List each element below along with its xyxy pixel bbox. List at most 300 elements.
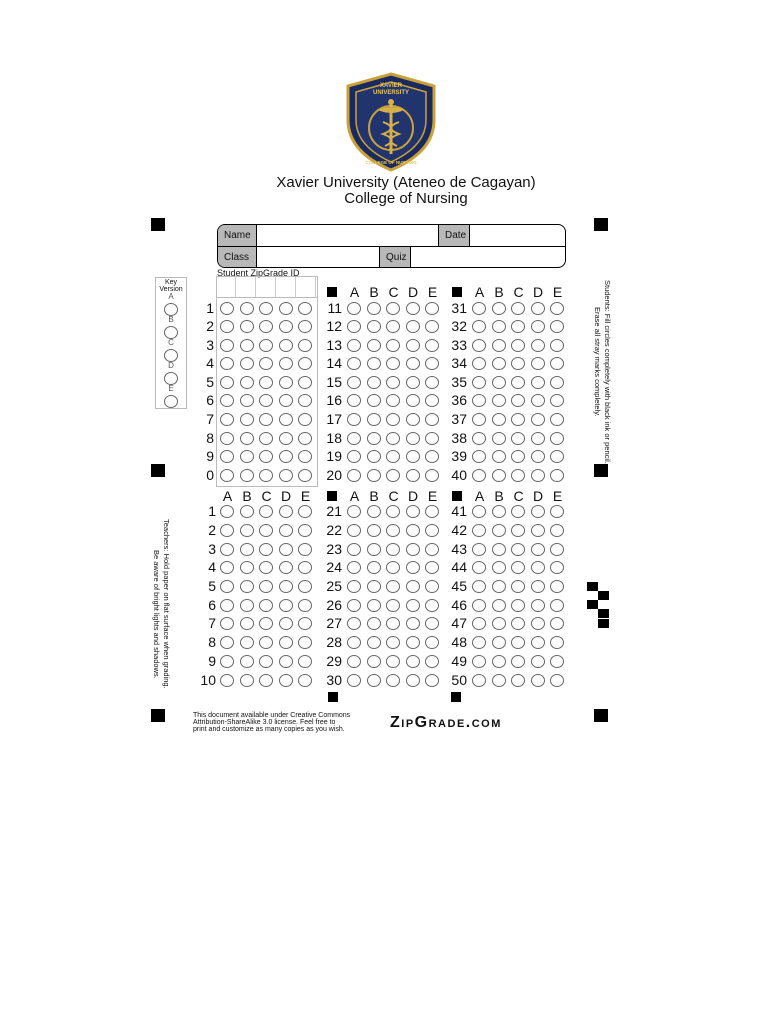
answer-bubble[interactable]: [531, 376, 545, 389]
answer-bubble[interactable]: [279, 599, 293, 612]
answer-bubble[interactable]: [511, 376, 525, 389]
answer-bubble[interactable]: [550, 599, 564, 612]
answer-bubble[interactable]: [472, 339, 486, 352]
answer-bubble[interactable]: [550, 394, 564, 407]
answer-bubble[interactable]: [531, 561, 545, 574]
answer-bubble[interactable]: [367, 617, 381, 630]
student-id-bubble[interactable]: [220, 432, 234, 445]
answer-bubble[interactable]: [531, 302, 545, 315]
answer-bubble[interactable]: [492, 617, 506, 630]
answer-bubble[interactable]: [279, 524, 293, 537]
answer-bubble[interactable]: [511, 357, 525, 370]
answer-bubble[interactable]: [298, 543, 312, 556]
answer-bubble[interactable]: [425, 357, 439, 370]
answer-bubble[interactable]: [531, 524, 545, 537]
answer-bubble[interactable]: [406, 469, 420, 482]
answer-bubble[interactable]: [298, 636, 312, 649]
answer-bubble[interactable]: [279, 505, 293, 518]
answer-bubble[interactable]: [492, 524, 506, 537]
answer-bubble[interactable]: [406, 339, 420, 352]
answer-bubble[interactable]: [347, 450, 361, 463]
answer-bubble[interactable]: [425, 580, 439, 593]
student-id-bubble[interactable]: [279, 302, 293, 315]
answer-bubble[interactable]: [386, 432, 400, 445]
student-id-bubble[interactable]: [259, 357, 273, 370]
answer-bubble[interactable]: [240, 599, 254, 612]
student-id-bubble[interactable]: [279, 376, 293, 389]
answer-bubble[interactable]: [240, 505, 254, 518]
student-id-bubble[interactable]: [220, 450, 234, 463]
answer-bubble[interactable]: [550, 450, 564, 463]
answer-bubble[interactable]: [220, 617, 234, 630]
answer-bubble[interactable]: [472, 617, 486, 630]
answer-bubble[interactable]: [425, 599, 439, 612]
answer-bubble[interactable]: [220, 599, 234, 612]
answer-bubble[interactable]: [531, 339, 545, 352]
answer-bubble[interactable]: [347, 339, 361, 352]
answer-bubble[interactable]: [347, 320, 361, 333]
answer-bubble[interactable]: [347, 376, 361, 389]
student-id-write-cell[interactable]: [257, 277, 276, 297]
answer-bubble[interactable]: [347, 302, 361, 315]
answer-bubble[interactable]: [550, 357, 564, 370]
answer-bubble[interactable]: [279, 636, 293, 649]
answer-bubble[interactable]: [550, 469, 564, 482]
answer-bubble[interactable]: [550, 505, 564, 518]
answer-bubble[interactable]: [550, 561, 564, 574]
class-field[interactable]: [257, 247, 380, 268]
answer-bubble[interactable]: [220, 543, 234, 556]
student-id-write-cell[interactable]: [277, 277, 296, 297]
answer-bubble[interactable]: [492, 320, 506, 333]
answer-bubble[interactable]: [259, 524, 273, 537]
answer-bubble[interactable]: [298, 561, 312, 574]
student-id-bubble[interactable]: [298, 376, 312, 389]
answer-bubble[interactable]: [386, 599, 400, 612]
answer-bubble[interactable]: [511, 580, 525, 593]
answer-bubble[interactable]: [492, 636, 506, 649]
answer-bubble[interactable]: [492, 450, 506, 463]
answer-bubble[interactable]: [425, 543, 439, 556]
answer-bubble[interactable]: [425, 320, 439, 333]
answer-bubble[interactable]: [347, 524, 361, 537]
answer-bubble[interactable]: [347, 543, 361, 556]
answer-bubble[interactable]: [550, 432, 564, 445]
date-field[interactable]: [470, 225, 565, 246]
answer-bubble[interactable]: [511, 302, 525, 315]
student-id-bubble[interactable]: [220, 339, 234, 352]
student-id-bubble[interactable]: [298, 339, 312, 352]
answer-bubble[interactable]: [259, 636, 273, 649]
answer-bubble[interactable]: [347, 655, 361, 668]
answer-bubble[interactable]: [425, 302, 439, 315]
answer-bubble[interactable]: [550, 320, 564, 333]
answer-bubble[interactable]: [406, 543, 420, 556]
answer-bubble[interactable]: [298, 655, 312, 668]
answer-bubble[interactable]: [531, 617, 545, 630]
answer-bubble[interactable]: [472, 376, 486, 389]
student-id-bubble[interactable]: [240, 339, 254, 352]
answer-bubble[interactable]: [298, 599, 312, 612]
answer-bubble[interactable]: [259, 580, 273, 593]
answer-bubble[interactable]: [511, 599, 525, 612]
answer-bubble[interactable]: [550, 543, 564, 556]
answer-bubble[interactable]: [220, 505, 234, 518]
answer-bubble[interactable]: [531, 450, 545, 463]
student-id-bubble[interactable]: [259, 302, 273, 315]
answer-bubble[interactable]: [406, 394, 420, 407]
answer-bubble[interactable]: [386, 394, 400, 407]
answer-bubble[interactable]: [406, 432, 420, 445]
answer-bubble[interactable]: [531, 674, 545, 687]
student-id-bubble[interactable]: [279, 469, 293, 482]
answer-bubble[interactable]: [550, 674, 564, 687]
answer-bubble[interactable]: [347, 469, 361, 482]
answer-bubble[interactable]: [425, 394, 439, 407]
answer-bubble[interactable]: [240, 561, 254, 574]
answer-bubble[interactable]: [347, 636, 361, 649]
answer-bubble[interactable]: [511, 320, 525, 333]
answer-bubble[interactable]: [492, 376, 506, 389]
student-id-bubble[interactable]: [259, 450, 273, 463]
answer-bubble[interactable]: [425, 561, 439, 574]
answer-bubble[interactable]: [347, 394, 361, 407]
answer-bubble[interactable]: [492, 674, 506, 687]
answer-bubble[interactable]: [492, 357, 506, 370]
answer-bubble[interactable]: [279, 561, 293, 574]
answer-bubble[interactable]: [386, 320, 400, 333]
answer-bubble[interactable]: [511, 413, 525, 426]
answer-bubble[interactable]: [492, 394, 506, 407]
answer-bubble[interactable]: [386, 524, 400, 537]
answer-bubble[interactable]: [472, 357, 486, 370]
answer-bubble[interactable]: [531, 320, 545, 333]
answer-bubble[interactable]: [472, 599, 486, 612]
answer-bubble[interactable]: [367, 357, 381, 370]
answer-bubble[interactable]: [511, 339, 525, 352]
answer-bubble[interactable]: [259, 543, 273, 556]
answer-bubble[interactable]: [406, 617, 420, 630]
student-id-bubble[interactable]: [240, 394, 254, 407]
student-id-bubble[interactable]: [240, 302, 254, 315]
answer-bubble[interactable]: [472, 302, 486, 315]
answer-bubble[interactable]: [406, 450, 420, 463]
answer-bubble[interactable]: [425, 674, 439, 687]
answer-bubble[interactable]: [492, 302, 506, 315]
answer-bubble[interactable]: [406, 655, 420, 668]
answer-bubble[interactable]: [492, 655, 506, 668]
answer-bubble[interactable]: [386, 561, 400, 574]
answer-bubble[interactable]: [347, 674, 361, 687]
answer-bubble[interactable]: [550, 339, 564, 352]
answer-bubble[interactable]: [386, 674, 400, 687]
answer-bubble[interactable]: [347, 580, 361, 593]
answer-bubble[interactable]: [492, 339, 506, 352]
student-id-bubble[interactable]: [240, 376, 254, 389]
student-id-bubble[interactable]: [259, 469, 273, 482]
student-id-bubble[interactable]: [220, 357, 234, 370]
answer-bubble[interactable]: [531, 543, 545, 556]
answer-bubble[interactable]: [347, 432, 361, 445]
answer-bubble[interactable]: [406, 524, 420, 537]
answer-bubble[interactable]: [511, 674, 525, 687]
answer-bubble[interactable]: [386, 413, 400, 426]
student-id-bubble[interactable]: [279, 339, 293, 352]
answer-bubble[interactable]: [472, 655, 486, 668]
answer-bubble[interactable]: [425, 655, 439, 668]
answer-bubble[interactable]: [531, 432, 545, 445]
answer-bubble[interactable]: [367, 636, 381, 649]
answer-bubble[interactable]: [511, 617, 525, 630]
answer-bubble[interactable]: [472, 580, 486, 593]
answer-bubble[interactable]: [531, 580, 545, 593]
answer-bubble[interactable]: [367, 674, 381, 687]
student-id-bubble[interactable]: [220, 413, 234, 426]
answer-bubble[interactable]: [406, 413, 420, 426]
answer-bubble[interactable]: [367, 543, 381, 556]
answer-bubble[interactable]: [531, 357, 545, 370]
answer-bubble[interactable]: [531, 636, 545, 649]
answer-bubble[interactable]: [386, 339, 400, 352]
answer-bubble[interactable]: [472, 524, 486, 537]
answer-bubble[interactable]: [259, 617, 273, 630]
answer-bubble[interactable]: [406, 376, 420, 389]
answer-bubble[interactable]: [531, 505, 545, 518]
answer-bubble[interactable]: [259, 561, 273, 574]
answer-bubble[interactable]: [492, 599, 506, 612]
answer-bubble[interactable]: [425, 450, 439, 463]
answer-bubble[interactable]: [550, 302, 564, 315]
student-id-bubble[interactable]: [259, 413, 273, 426]
answer-bubble[interactable]: [386, 505, 400, 518]
student-id-bubble[interactable]: [298, 394, 312, 407]
answer-bubble[interactable]: [511, 450, 525, 463]
key-version-bubble[interactable]: [164, 395, 178, 408]
answer-bubble[interactable]: [406, 357, 420, 370]
answer-bubble[interactable]: [367, 450, 381, 463]
answer-bubble[interactable]: [531, 469, 545, 482]
answer-bubble[interactable]: [511, 543, 525, 556]
student-id-bubble[interactable]: [220, 302, 234, 315]
student-id-bubble[interactable]: [279, 394, 293, 407]
answer-bubble[interactable]: [550, 524, 564, 537]
student-id-bubble[interactable]: [220, 320, 234, 333]
answer-bubble[interactable]: [240, 543, 254, 556]
answer-bubble[interactable]: [425, 469, 439, 482]
answer-bubble[interactable]: [511, 394, 525, 407]
answer-bubble[interactable]: [367, 580, 381, 593]
answer-bubble[interactable]: [367, 524, 381, 537]
answer-bubble[interactable]: [367, 320, 381, 333]
answer-bubble[interactable]: [406, 302, 420, 315]
answer-bubble[interactable]: [240, 580, 254, 593]
answer-bubble[interactable]: [550, 655, 564, 668]
answer-bubble[interactable]: [531, 413, 545, 426]
answer-bubble[interactable]: [279, 617, 293, 630]
answer-bubble[interactable]: [550, 376, 564, 389]
student-id-bubble[interactable]: [220, 469, 234, 482]
student-id-bubble[interactable]: [279, 320, 293, 333]
answer-bubble[interactable]: [472, 543, 486, 556]
student-id-bubble[interactable]: [259, 394, 273, 407]
answer-bubble[interactable]: [220, 580, 234, 593]
answer-bubble[interactable]: [472, 636, 486, 649]
student-id-bubble[interactable]: [298, 320, 312, 333]
answer-bubble[interactable]: [425, 524, 439, 537]
answer-bubble[interactable]: [550, 580, 564, 593]
answer-bubble[interactable]: [240, 617, 254, 630]
answer-bubble[interactable]: [259, 505, 273, 518]
answer-bubble[interactable]: [472, 469, 486, 482]
answer-bubble[interactable]: [347, 599, 361, 612]
answer-bubble[interactable]: [425, 376, 439, 389]
student-id-bubble[interactable]: [240, 413, 254, 426]
answer-bubble[interactable]: [511, 432, 525, 445]
student-id-write-cell[interactable]: [237, 277, 256, 297]
answer-bubble[interactable]: [531, 394, 545, 407]
student-id-bubble[interactable]: [240, 432, 254, 445]
answer-bubble[interactable]: [550, 413, 564, 426]
student-id-bubble[interactable]: [259, 376, 273, 389]
answer-bubble[interactable]: [367, 561, 381, 574]
answer-bubble[interactable]: [347, 561, 361, 574]
answer-bubble[interactable]: [347, 617, 361, 630]
answer-bubble[interactable]: [220, 674, 234, 687]
answer-bubble[interactable]: [386, 655, 400, 668]
student-id-bubble[interactable]: [259, 320, 273, 333]
answer-bubble[interactable]: [386, 580, 400, 593]
answer-bubble[interactable]: [386, 302, 400, 315]
student-id-bubble[interactable]: [298, 413, 312, 426]
student-id-bubble[interactable]: [220, 394, 234, 407]
answer-bubble[interactable]: [511, 469, 525, 482]
student-id-bubble[interactable]: [220, 376, 234, 389]
answer-bubble[interactable]: [220, 655, 234, 668]
answer-bubble[interactable]: [386, 357, 400, 370]
answer-bubble[interactable]: [367, 413, 381, 426]
student-id-bubble[interactable]: [298, 432, 312, 445]
student-id-bubble[interactable]: [259, 339, 273, 352]
answer-bubble[interactable]: [298, 505, 312, 518]
answer-bubble[interactable]: [220, 561, 234, 574]
answer-bubble[interactable]: [298, 580, 312, 593]
answer-bubble[interactable]: [511, 505, 525, 518]
student-id-bubble[interactable]: [298, 302, 312, 315]
answer-bubble[interactable]: [386, 450, 400, 463]
student-id-bubble[interactable]: [259, 432, 273, 445]
answer-bubble[interactable]: [492, 543, 506, 556]
answer-bubble[interactable]: [550, 636, 564, 649]
answer-bubble[interactable]: [386, 543, 400, 556]
answer-bubble[interactable]: [425, 505, 439, 518]
answer-bubble[interactable]: [279, 674, 293, 687]
student-id-bubble[interactable]: [298, 357, 312, 370]
answer-bubble[interactable]: [367, 655, 381, 668]
answer-bubble[interactable]: [279, 543, 293, 556]
answer-bubble[interactable]: [511, 524, 525, 537]
answer-bubble[interactable]: [425, 413, 439, 426]
answer-bubble[interactable]: [472, 505, 486, 518]
student-id-bubble[interactable]: [279, 413, 293, 426]
answer-bubble[interactable]: [240, 636, 254, 649]
answer-bubble[interactable]: [492, 432, 506, 445]
answer-bubble[interactable]: [367, 599, 381, 612]
student-id-bubble[interactable]: [240, 357, 254, 370]
answer-bubble[interactable]: [386, 469, 400, 482]
answer-bubble[interactable]: [298, 674, 312, 687]
answer-bubble[interactable]: [367, 432, 381, 445]
answer-bubble[interactable]: [259, 674, 273, 687]
answer-bubble[interactable]: [347, 357, 361, 370]
answer-bubble[interactable]: [347, 505, 361, 518]
answer-bubble[interactable]: [472, 394, 486, 407]
answer-bubble[interactable]: [406, 320, 420, 333]
answer-bubble[interactable]: [492, 505, 506, 518]
answer-bubble[interactable]: [550, 617, 564, 630]
answer-bubble[interactable]: [240, 674, 254, 687]
student-id-bubble[interactable]: [240, 320, 254, 333]
answer-bubble[interactable]: [472, 413, 486, 426]
answer-bubble[interactable]: [531, 599, 545, 612]
answer-bubble[interactable]: [386, 376, 400, 389]
answer-bubble[interactable]: [492, 561, 506, 574]
answer-bubble[interactable]: [511, 655, 525, 668]
student-id-bubble[interactable]: [298, 469, 312, 482]
answer-bubble[interactable]: [406, 505, 420, 518]
student-id-write-cell[interactable]: [217, 277, 236, 297]
answer-bubble[interactable]: [425, 339, 439, 352]
answer-bubble[interactable]: [406, 580, 420, 593]
student-id-bubble[interactable]: [279, 450, 293, 463]
answer-bubble[interactable]: [472, 432, 486, 445]
answer-bubble[interactable]: [367, 469, 381, 482]
answer-bubble[interactable]: [472, 561, 486, 574]
answer-bubble[interactable]: [240, 655, 254, 668]
answer-bubble[interactable]: [472, 450, 486, 463]
answer-bubble[interactable]: [279, 655, 293, 668]
student-id-write-cell[interactable]: [297, 277, 316, 297]
answer-bubble[interactable]: [406, 599, 420, 612]
answer-bubble[interactable]: [425, 636, 439, 649]
answer-bubble[interactable]: [386, 636, 400, 649]
name-field[interactable]: [257, 225, 439, 246]
answer-bubble[interactable]: [240, 524, 254, 537]
answer-bubble[interactable]: [259, 599, 273, 612]
student-id-bubble[interactable]: [298, 450, 312, 463]
answer-bubble[interactable]: [367, 302, 381, 315]
answer-bubble[interactable]: [406, 561, 420, 574]
answer-bubble[interactable]: [406, 636, 420, 649]
answer-bubble[interactable]: [367, 339, 381, 352]
answer-bubble[interactable]: [298, 524, 312, 537]
answer-bubble[interactable]: [367, 505, 381, 518]
answer-bubble[interactable]: [492, 580, 506, 593]
answer-bubble[interactable]: [298, 617, 312, 630]
answer-bubble[interactable]: [511, 636, 525, 649]
answer-bubble[interactable]: [367, 394, 381, 407]
answer-bubble[interactable]: [367, 376, 381, 389]
student-id-bubble[interactable]: [279, 432, 293, 445]
student-id-bubble[interactable]: [240, 469, 254, 482]
answer-bubble[interactable]: [511, 561, 525, 574]
answer-bubble[interactable]: [425, 617, 439, 630]
student-id-bubble[interactable]: [240, 450, 254, 463]
answer-bubble[interactable]: [347, 413, 361, 426]
answer-bubble[interactable]: [406, 674, 420, 687]
answer-bubble[interactable]: [220, 636, 234, 649]
answer-bubble[interactable]: [492, 469, 506, 482]
answer-bubble[interactable]: [492, 413, 506, 426]
